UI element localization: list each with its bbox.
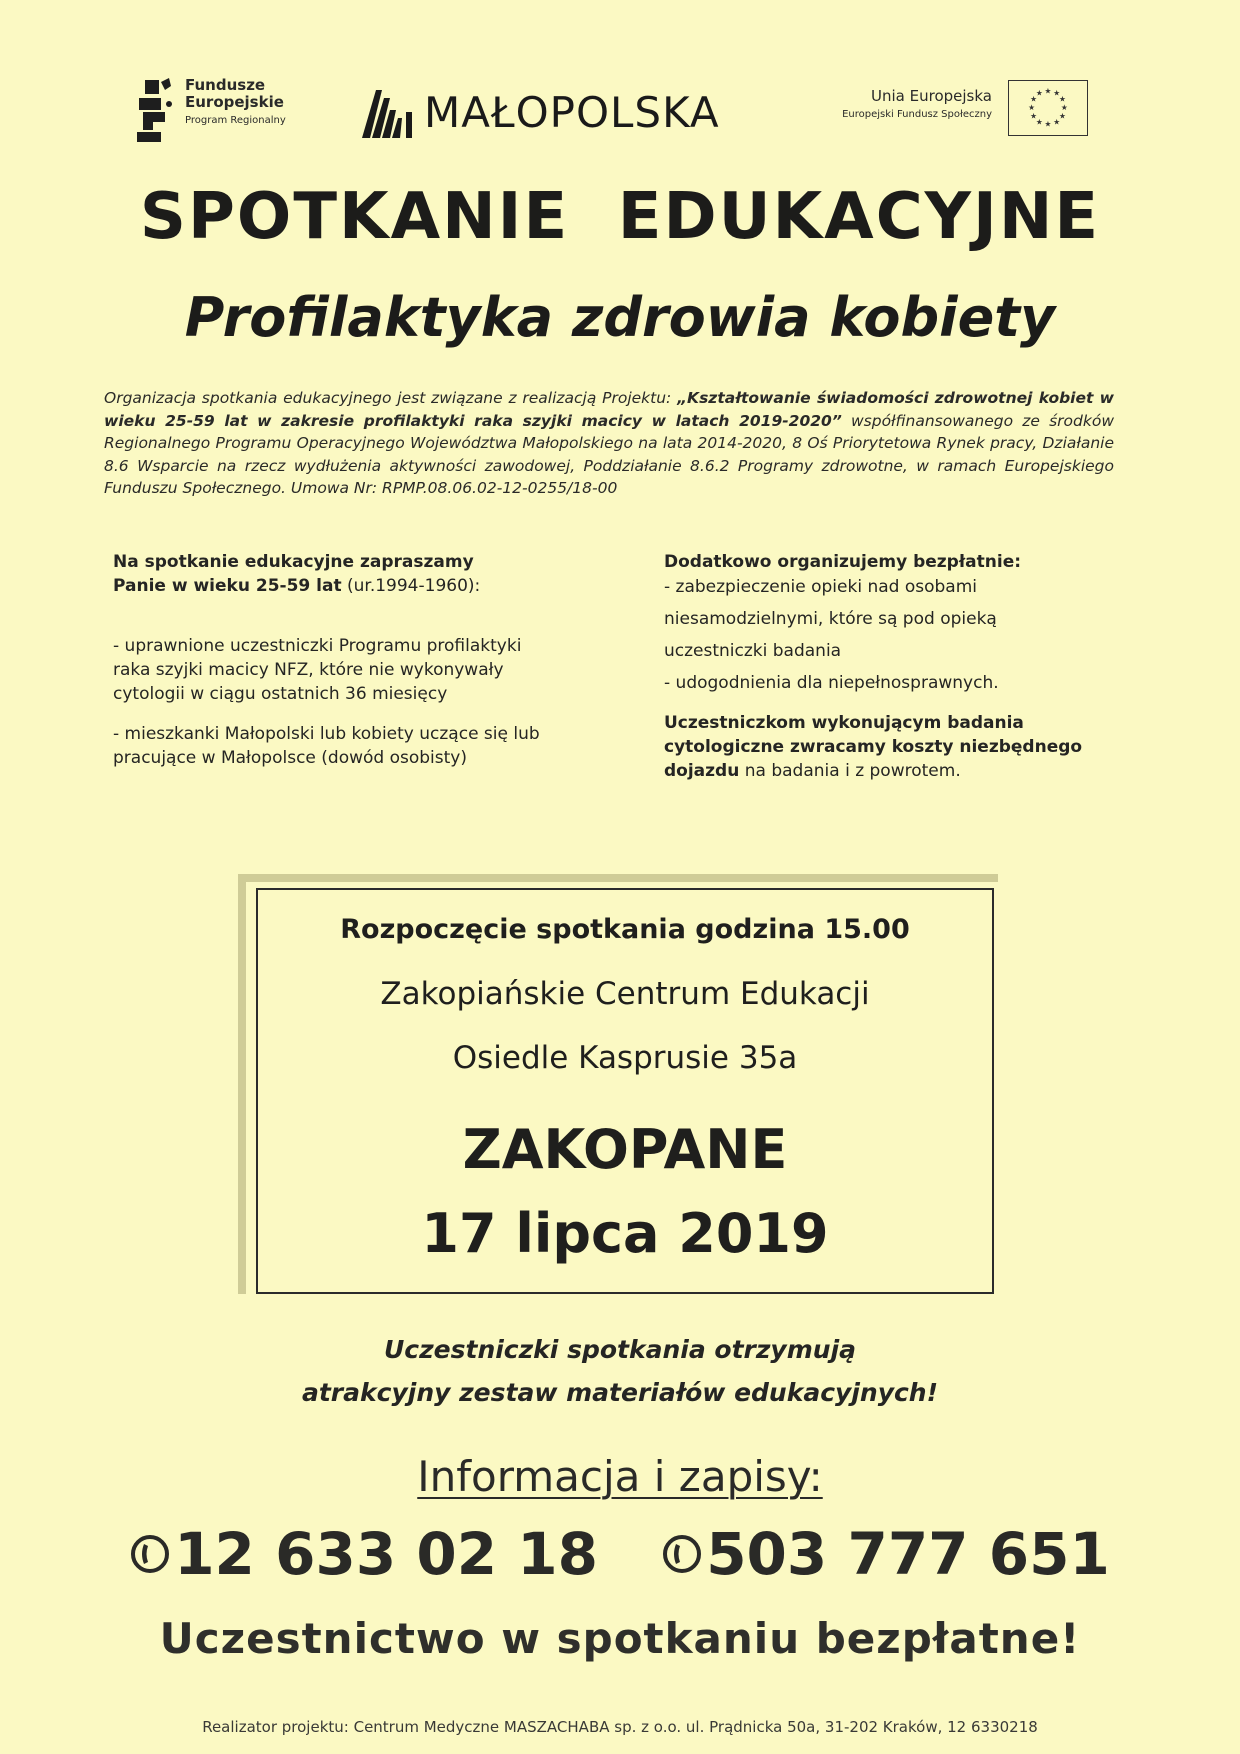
svg-text:★: ★ [1030, 94, 1037, 104]
gift-line-1: Uczestniczki spotkania otrzymują [383, 1335, 857, 1364]
refund-note-rest: na badania i z powrotem. [739, 761, 961, 781]
fundusze-line1: Fundusze [185, 76, 266, 94]
phone-icon [130, 1532, 170, 1576]
svg-text:★: ★ [1030, 111, 1037, 121]
phone-number-2 [662, 1520, 1110, 1588]
gift-note [0, 1328, 1240, 1414]
svg-text:★: ★ [1035, 117, 1043, 127]
svg-text:★: ★ [1053, 88, 1061, 98]
phone-number-1 [130, 1520, 598, 1588]
invitation-years: (ur.1994-1960): [341, 576, 481, 596]
event-date: 17 lipca 2019 [421, 1202, 829, 1265]
services-heading: Dodatkowo organizujemy bezpłatnie: [664, 552, 1022, 572]
project-intro: Organizacja spotkania edukacyjnego jest związane z realizacją Projektu: [104, 389, 678, 407]
phone-numbers [0, 1520, 1240, 1588]
svg-text:★: ★ [1044, 119, 1052, 129]
invitation-item-1: - uprawnione uczestniczki Programu profilaktyki raka szyjki macicy NFZ, które nie wykonywały cytologii w ciągu ostatnich 36 miesięcy [113, 636, 522, 704]
event-venue: Zakopiańskie Centrum Edukacji [380, 976, 870, 1012]
phone-icon [662, 1532, 702, 1576]
event-address: Osiedle Kasprusie 35a [452, 1040, 798, 1076]
svg-text:★: ★ [1028, 102, 1036, 112]
project-rest: współfinansowanego ze środków Regionalnego Programu Operacyjnego Województwa Małopolskiego na lata 2014-2020, 8 Oś Priorytetowa Rynek pracy, Działanie 8.6 Wsparcie na rzecz wydłużenia aktywności zawodowej, Poddziałanie 8.6.2 Programy zdrowotne, w ramach Europejskiego Funduszu Społecznego. Umowa Nr: RPMP.08.06.02-12-0255/18-00 [104, 411, 1114, 497]
eu-flag-icon [1008, 80, 1088, 136]
services-item-2: - udogodnienia dla niepełnosprawnych. [664, 673, 999, 693]
malopolska-wordmark: MAŁOPOLSKA [424, 88, 720, 137]
project-realizator: Realizator projektu: Centrum Medyczne MASZACHABA sp. z o.o. ul. Prądnicka 50a, 31-202 Kraków, 12 6330218 [202, 1718, 1038, 1736]
phone-number-1-text: 12 633 02 18 [174, 1520, 598, 1588]
svg-text:★: ★ [1035, 88, 1043, 98]
svg-text:★: ★ [1060, 102, 1068, 112]
refund-note [664, 711, 1084, 783]
box-shadow-top [238, 874, 998, 882]
svg-text:★: ★ [1059, 111, 1066, 121]
malopolska-logo [362, 80, 762, 142]
additional-services-column [664, 550, 1134, 783]
svg-text:★: ★ [1053, 117, 1061, 127]
services-item-1: - zabezpieczenie opieki nad osobami niesamodzielnymi, które są pod opieką uczestniczki badania [664, 577, 997, 661]
svg-text:★: ★ [1044, 86, 1052, 96]
invitation-heading-line2 [113, 574, 593, 598]
fundusze-line2: Europejskie [185, 93, 284, 111]
project-description [104, 387, 1114, 500]
free-participation-note: Uczestnictwo w spotkaniu bezpłatne! [159, 1614, 1081, 1663]
invitation-heading-line1: Na spotkanie edukacyjne zapraszamy [113, 552, 474, 572]
eu-line2: Europejski Fundusz Społeczny [842, 108, 992, 120]
info-heading: Informacja i zapisy: [417, 1452, 823, 1501]
fundusze-europejskie-logo [135, 72, 315, 144]
fundusze-line3: Program Regionalny [185, 115, 286, 126]
invitation-age: Panie w wieku 25-59 lat [113, 576, 342, 596]
refund-note-bold: Uczestniczkom wykonującym badania cytologiczne zwracamy koszty niezbędnego dojazdu [664, 713, 1083, 781]
event-details-box [256, 888, 994, 1294]
phone-number-2-text: 503 777 651 [706, 1520, 1110, 1588]
fundusze-europejskie-logo-icon [135, 78, 175, 142]
eu-logo [810, 80, 1090, 142]
invitation-column [113, 550, 593, 770]
gift-line-2: atrakcyjny zestaw materiałów edukacyjnych! [301, 1378, 939, 1407]
svg-text:★: ★ [1059, 94, 1066, 104]
page-title: SPOTKANIE EDUKACYJNE [139, 180, 1101, 254]
box-shadow-left [238, 874, 246, 1294]
page-subtitle: Profilaktyka zdrowia kobiety [184, 286, 1056, 349]
event-start-time: Rozpoczęcie spotkania godzina 15.00 [340, 914, 910, 945]
malopolska-logo-icon [362, 84, 414, 138]
eu-line1: Unia Europejska [871, 87, 992, 105]
project-name: „Kształtowanie świadomości zdrowotnej kobiet w wieku 25-59 lat w zakresie profilaktyki raka szyjki macicy w latach 2019-2020” [104, 389, 1114, 430]
invitation-item-2: - mieszkanki Małopolski lub kobiety uczące się lub pracujące w Małopolsce (dowód osobisty) [113, 724, 540, 768]
event-city: ZAKOPANE [462, 1118, 788, 1181]
